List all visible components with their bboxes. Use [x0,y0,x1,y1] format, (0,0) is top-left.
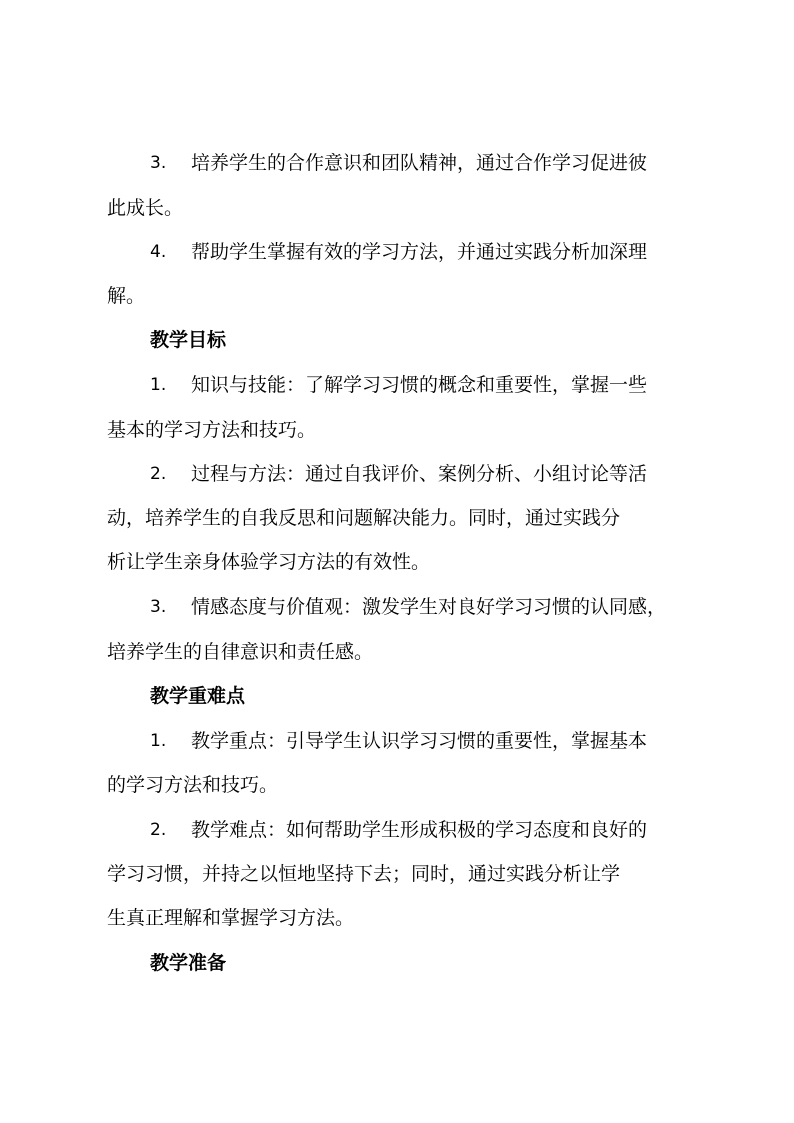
list-item-continuation: 析让学生亲身体验学习方法的有效性。 [107,551,431,573]
section-heading-preparation: 教学准备 [150,952,227,974]
list-item-text: 教学重点：引导学生认识学习习惯的重要性，掌握基本 [191,730,648,752]
list-item-text: 知识与技能：了解学习习惯的概念和重要性，掌握一些 [191,374,648,396]
section-heading-key-points: 教学重难点 [150,685,246,707]
list-number: 2. [150,820,167,840]
list-number: 3. [150,597,167,617]
list-item-continuation: 生真正理解和掌握学习方法。 [107,907,355,929]
list-item-continuation: 此成长。 [107,197,184,219]
list-item-text: 情感态度与价值观：激发学生对良好学习习惯的认同感， [191,596,667,618]
list-item-continuation: 动，培养学生的自我反思和问题解决能力。同时，通过实践分 [107,507,621,529]
list-number: 3. [150,153,167,173]
list-number: 2. [150,464,167,484]
list-item-continuation: 学习习惯，并持之以恒地坚持下去；同时，通过实践分析让学 [107,863,621,885]
list-number: 1. [150,375,167,395]
list-item-continuation: 的学习方法和技巧。 [107,774,279,796]
list-item-continuation: 培养学生的自律意识和责任感。 [107,641,374,663]
section-heading-goals: 教学目标 [150,329,227,351]
list-item-text: 帮助学生掌握有效的学习方法，并通过实践分析加深理 [191,241,648,263]
list-number: 4. [150,242,167,262]
list-number: 1. [150,731,167,751]
list-item-text: 培养学生的合作意识和团队精神，通过合作学习促进彼 [191,152,648,174]
list-item-text: 教学难点：如何帮助学生形成积极的学习态度和良好的 [191,819,648,841]
list-item-continuation: 解。 [107,285,146,307]
list-item-continuation: 基本的学习方法和技巧。 [107,419,317,441]
list-item-text: 过程与方法：通过自我评价、案例分析、小组讨论等活 [191,463,648,485]
